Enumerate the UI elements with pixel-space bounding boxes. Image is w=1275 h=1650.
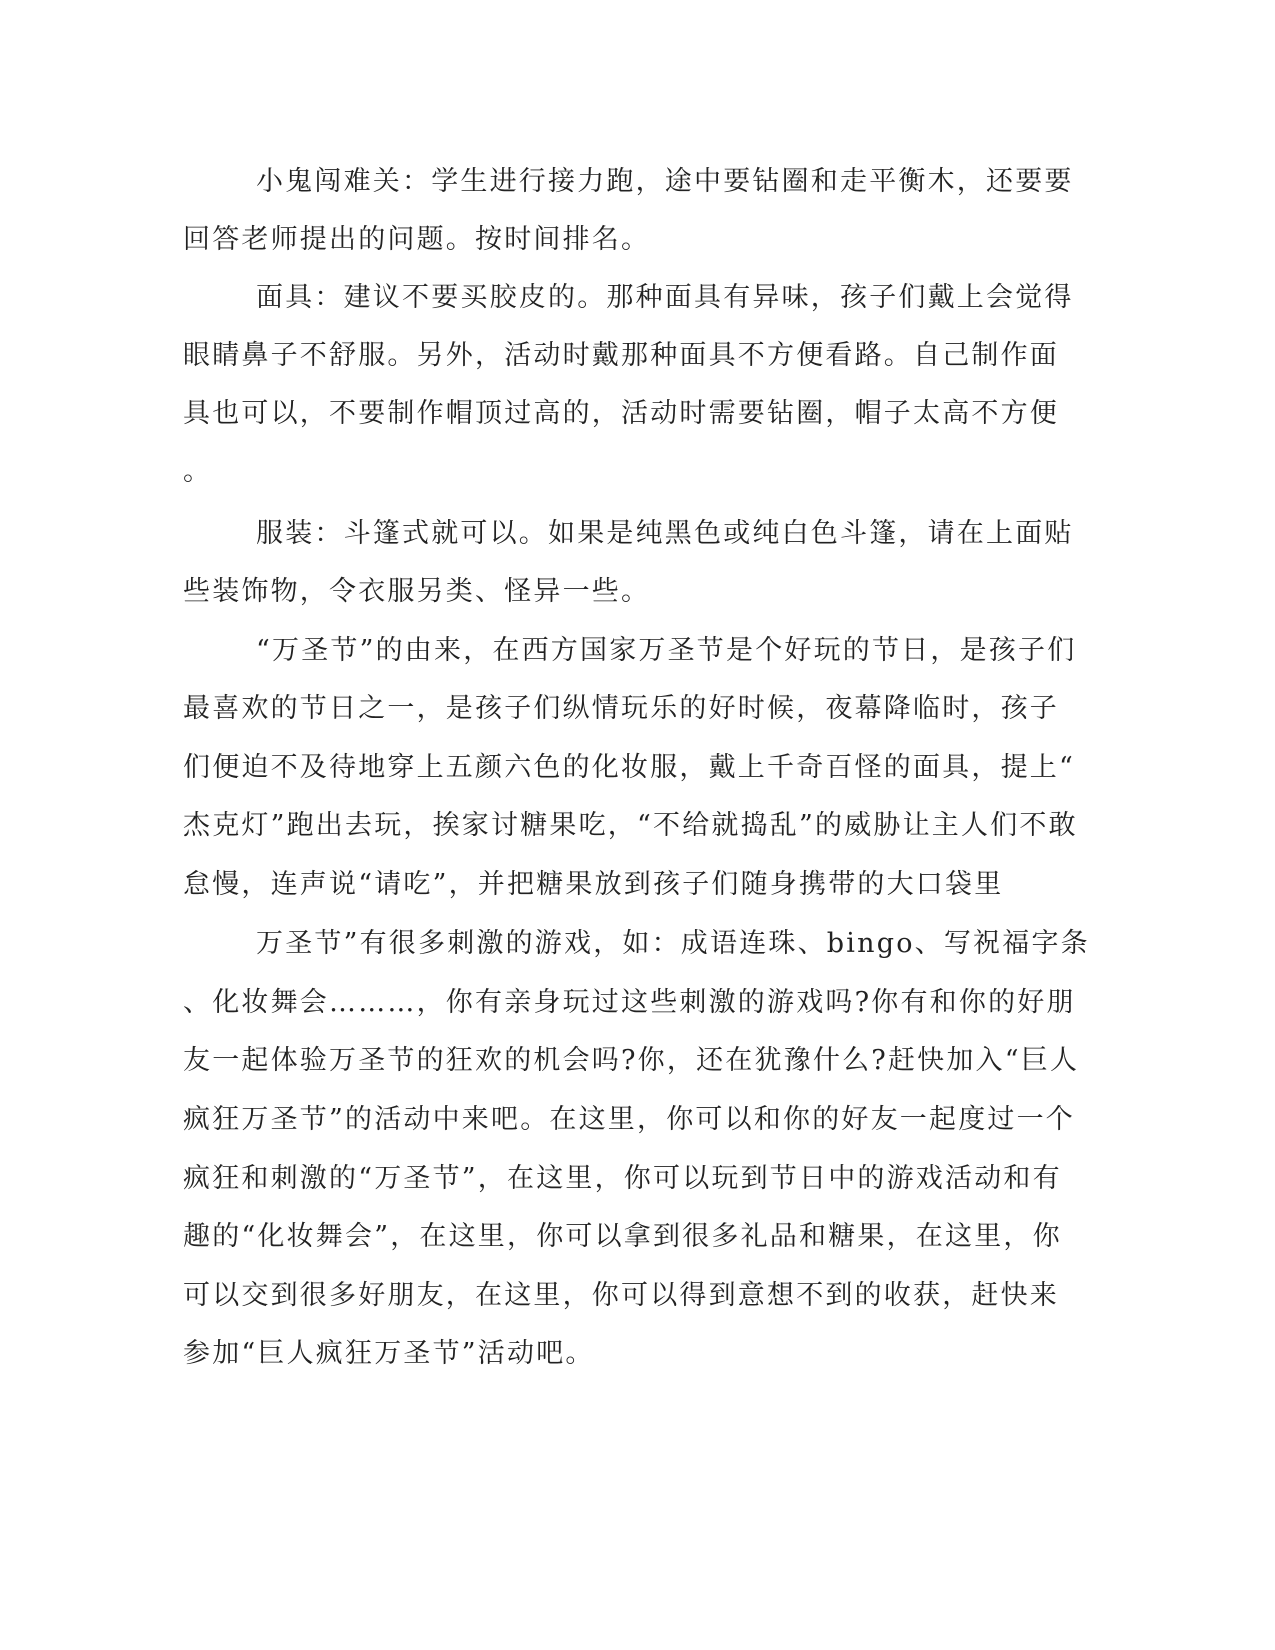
paragraph-5-line-1: 万圣节”有很多刺激的游戏，如：成语连珠、bingo、写祝福字条	[256, 928, 1090, 959]
paragraph-1-line-2: 回答老师提出的问题。按时间排名。	[183, 224, 651, 255]
paragraph-5-line-4: 疯狂万圣节”的活动中来吧。在这里，你可以和你的好友一起度过一个	[183, 1104, 1076, 1135]
paragraph-4-line-2: 最喜欢的节日之一，是孩子们纵情玩乐的好时候，夜幕降临时，孩子	[183, 693, 1059, 724]
paragraph-5-line-5: 疯狂和刺激的“万圣节”，在这里，你可以玩到节日中的游戏活动和有	[183, 1163, 1062, 1194]
paragraph-2-line-1: 面具：建议不要买胶皮的。那种面具有异味，孩子们戴上会觉得	[256, 282, 1074, 313]
paragraph-2-line-3: 具也可以，不要制作帽顶过高的，活动时需要钻圈，帽子太高不方便	[183, 398, 1059, 429]
paragraph-2-line-4: 。	[183, 456, 213, 487]
paragraph-4-line-1: “万圣节”的由来，在西方国家万圣节是个好玩的节日，是孩子们	[256, 635, 1077, 666]
paragraph-3-line-1: 服装：斗篷式就可以。如果是纯黑色或纯白色斗篷，请在上面贴	[256, 518, 1074, 549]
paragraph-5-line-6: 趣的“化妆舞会”，在这里，你可以拿到很多礼品和糖果，在这里，你	[183, 1221, 1062, 1252]
paragraph-5-line-3: 友一起体验万圣节的狂欢的机会吗?你，还在犹豫什么?赶快加入“巨人	[183, 1045, 1080, 1076]
paragraph-3-line-2: 些装饰物，令衣服另类、怪异一些。	[183, 576, 651, 607]
paragraph-2-line-2: 眼睛鼻子不舒服。另外，活动时戴那种面具不方便看路。自己制作面	[183, 340, 1059, 371]
paragraph-5-line-2: 、化妆舞会………，你有亲身玩过这些刺激的游戏吗?你有和你的好朋	[183, 987, 1076, 1018]
paragraph-1-line-1: 小鬼闯难关：学生进行接力跑，途中要钻圈和走平衡木，还要要	[256, 166, 1074, 197]
paragraph-4-line-3: 们便迫不及待地穿上五颜六色的化妆服，戴上千奇百怪的面具，提上“	[183, 752, 1076, 783]
paragraph-4-line-5: 怠慢，连声说“请吃”，并把糖果放到孩子们随身携带的大口袋里	[183, 869, 1004, 900]
paragraph-4-line-4: 杰克灯”跑出去玩，挨家讨糖果吃，“不给就捣乱”的威胁让主人们不敢	[183, 810, 1078, 841]
paragraph-5-line-7: 可以交到很多好朋友，在这里，你可以得到意想不到的收获，赶快来	[183, 1280, 1059, 1311]
paragraph-5-line-8: 参加“巨人疯狂万圣节”活动吧。	[183, 1338, 595, 1369]
